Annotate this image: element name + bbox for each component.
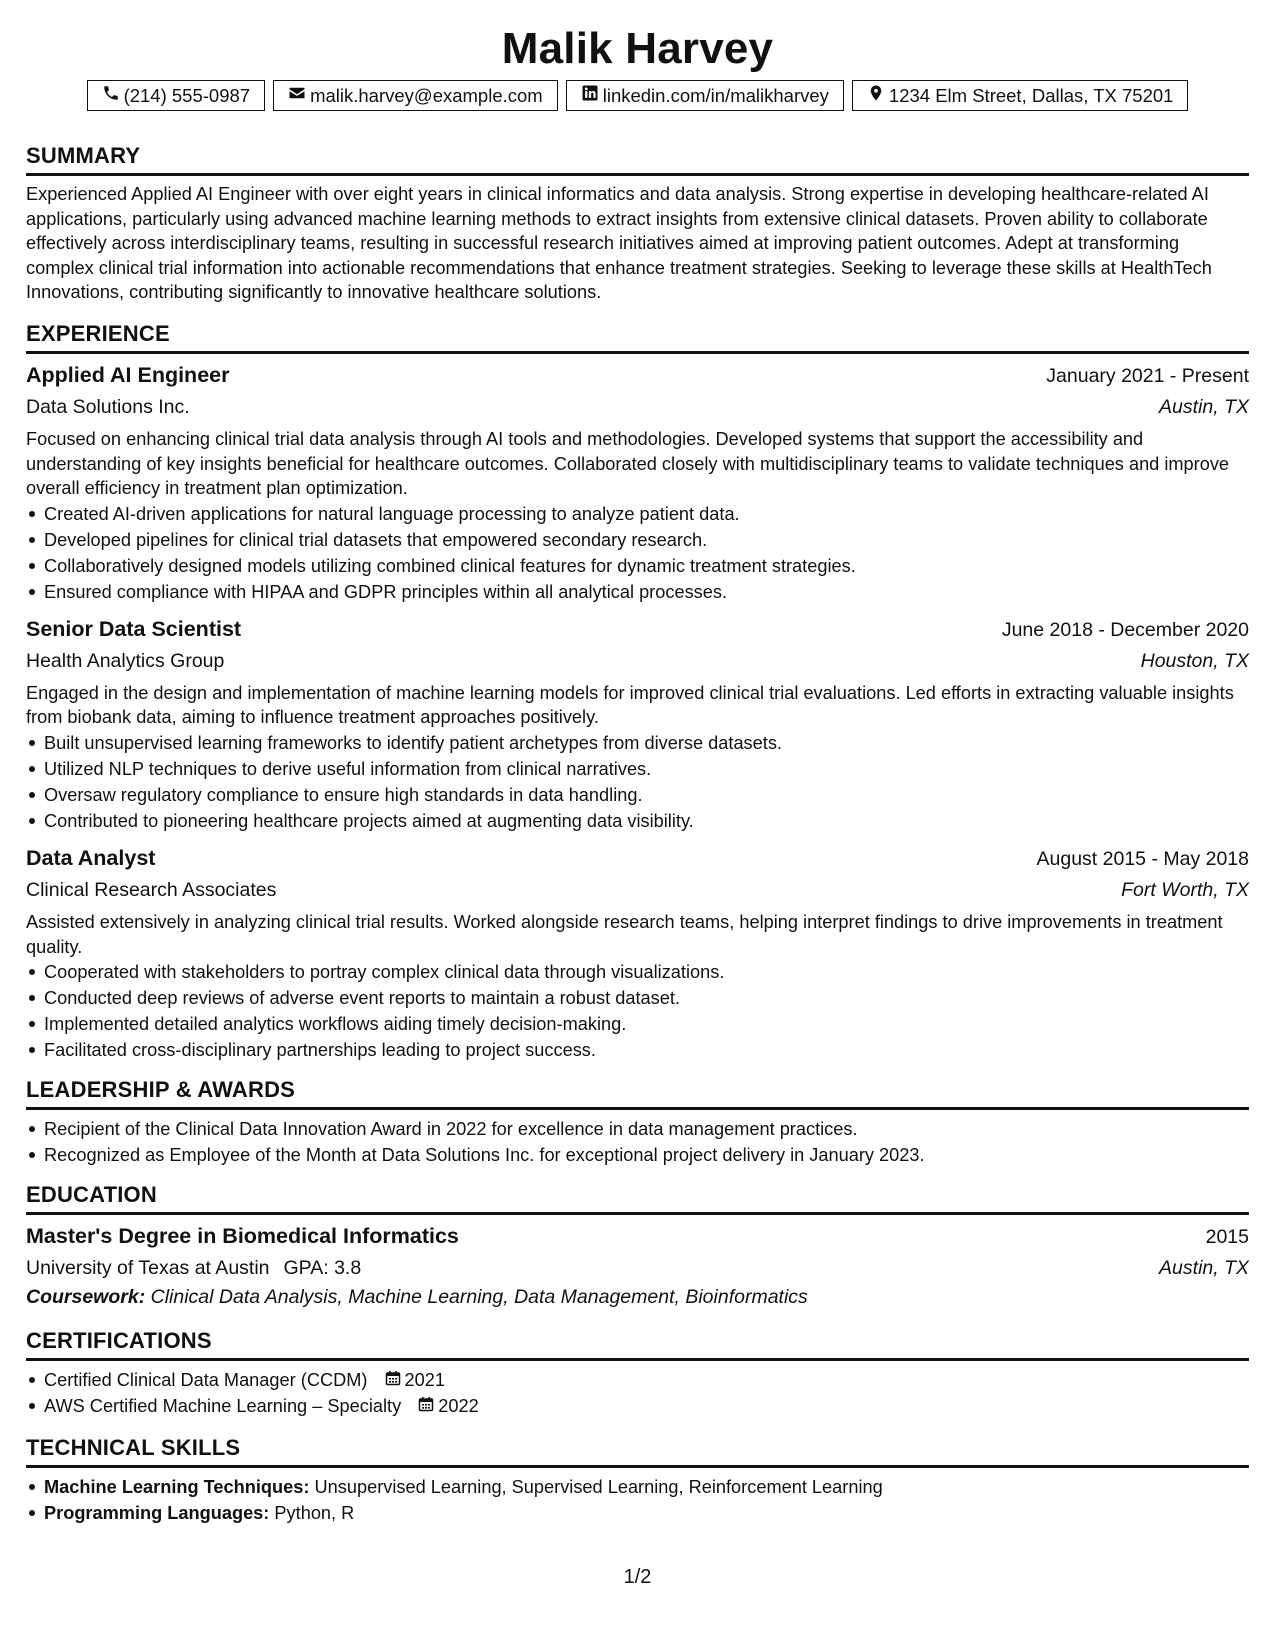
certifications-section	[26, 1326, 1249, 1419]
list-item: Implemented detailed analytics workflows aiding timely decision-making.	[26, 1011, 1249, 1037]
list-item: Ensured compliance with HIPAA and GDPR principles within all analytical processes.	[26, 579, 1249, 605]
skill-value: Unsupervised Learning, Supervised Learning, Reinforcement Learning	[314, 1477, 883, 1498]
job-location: Fort Worth, TX	[1121, 878, 1249, 901]
phone-text: (214) 555-0987	[123, 85, 251, 106]
skill-value: Python, R	[274, 1503, 355, 1524]
list-item	[26, 1474, 1249, 1500]
list-item: Utilized NLP techniques to derive useful information from clinical narratives.	[26, 756, 1249, 782]
contact-phone[interactable]	[87, 80, 266, 111]
certification-date	[385, 1367, 445, 1393]
certification-date	[418, 1393, 478, 1419]
section-title: EXPERIENCE	[26, 319, 1249, 354]
job-entry	[26, 614, 1249, 834]
summary-section	[26, 141, 1249, 305]
list-item: Cooperated with stakeholders to portray complex clinical data through visualizations.	[26, 959, 1249, 985]
degree-year: 2015	[1205, 1226, 1249, 1249]
summary-text: Experienced Applied AI Engineer with over eight years in clinical informatics and data analysis. Strong expertise in developing healthcare-related AI applications, particularly using advanced machine learning methods to extract insights from extensive clinical datasets. Proven ability to collaborate effectively across interdisciplinary teams, resulting in successful research initiatives aimed at improving patient outcomes. Adept at transforming complex clinical trial information into actionable recommendations that enhance treatment strategies. Seeking to leverage these skills at HealthTech Innovations, contributing significantly to innovative healthcare solutions.	[26, 184, 1212, 303]
section-title: TECHNICAL SKILLS	[26, 1433, 1249, 1468]
list-item: Conducted deep reviews of adverse event reports to maintain a robust dataset.	[26, 985, 1249, 1011]
school-location: Austin, TX	[1159, 1257, 1249, 1280]
job-dates: January 2021 - Present	[1046, 364, 1249, 387]
coursework-list: Clinical Data Analysis, Machine Learning, Data Management, Bioinformatics	[150, 1286, 808, 1309]
list-item: Created AI-driven applications for natural language processing to analyze patient data.	[26, 501, 1249, 527]
list-item: Contributed to pioneering healthcare projects aimed at augmenting data visibility.	[26, 808, 1249, 834]
list-item	[26, 1367, 1249, 1393]
list-item: Facilitated cross-disciplinary partnerships leading to project success.	[26, 1037, 1249, 1063]
job-location: Austin, TX	[1159, 395, 1249, 418]
phone-icon	[102, 81, 120, 110]
email-text: malik.harvey@example.com	[310, 85, 543, 106]
job-title: Data Analyst	[26, 845, 156, 870]
contact-bar	[26, 80, 1249, 111]
skill-label: Machine Learning Techniques:	[44, 1477, 310, 1498]
job-location: Houston, TX	[1140, 649, 1249, 672]
list-item: Oversaw regulatory compliance to ensure high standards in data handling.	[26, 782, 1249, 808]
degree-title: Master's Degree in Biomedical Informatics	[26, 1224, 459, 1249]
section-title: CERTIFICATIONS	[26, 1326, 1249, 1361]
list-item: Collaboratively designed models utilizing combined clinical features for dynamic treatment strategies.	[26, 553, 1249, 579]
job-title: Applied AI Engineer	[26, 362, 230, 387]
list-item	[26, 1393, 1249, 1419]
candidate-name: Malik Harvey	[501, 24, 774, 73]
linkedin-icon	[581, 81, 599, 110]
job-company: Health Analytics Group	[26, 649, 225, 672]
job-title: Senior Data Scientist	[26, 616, 242, 641]
contact-linkedin[interactable]	[566, 80, 844, 111]
job-description: Engaged in the design and implementation of machine learning models for improved clinical trial evaluations. Led efforts in extracting valuable insights from biobank data, aiming to influence treatment approaches positively.	[26, 682, 1234, 728]
coursework-label: Coursework:	[26, 1286, 146, 1309]
map-pin-icon	[867, 81, 885, 110]
calendar-icon	[418, 1393, 434, 1419]
certification-year: 2022	[438, 1396, 479, 1417]
coursework	[26, 1283, 1249, 1312]
skills-list	[26, 1474, 1249, 1526]
certification-name: AWS Certified Machine Learning – Specialty	[44, 1396, 402, 1417]
skill-label: Programming Languages:	[44, 1503, 270, 1524]
section-title: LEADERSHIP & AWARDS	[26, 1075, 1249, 1110]
certifications-list	[26, 1367, 1249, 1419]
skills-section	[26, 1433, 1249, 1526]
experience-section	[26, 319, 1249, 1063]
list-item: Developed pipelines for clinical trial datasets that empowered secondary research.	[26, 527, 1249, 553]
job-dates: August 2015 - May 2018	[1036, 847, 1249, 870]
certification-year: 2021	[404, 1370, 445, 1391]
job-entry	[26, 360, 1249, 605]
calendar-icon	[385, 1367, 401, 1393]
list-item	[26, 1500, 1249, 1526]
leadership-section	[26, 1075, 1249, 1168]
list-item: Recipient of the Clinical Data Innovation Award in 2022 for excellence in data management practices.	[26, 1116, 1249, 1142]
awards-list	[26, 1116, 1249, 1168]
job-bullets	[26, 501, 1249, 605]
job-company: Clinical Research Associates	[26, 878, 277, 901]
linkedin-text: linkedin.com/in/malikharvey	[602, 85, 829, 106]
job-description: Focused on enhancing clinical trial data analysis through AI tools and methodologies. Developed systems that support the accessibility and understanding of key insights beneficial for healthcare outcomes. Collaborated closely with multidisciplinary teams to validate techniques and improve overall efficiency in treatment plan optimization.	[26, 428, 1230, 499]
section-title: SUMMARY	[26, 141, 1249, 176]
certification-name: Certified Clinical Data Manager (CCDM)	[44, 1370, 368, 1391]
contact-address[interactable]	[852, 80, 1189, 111]
list-item: Recognized as Employee of the Month at Data Solutions Inc. for exceptional project delivery in January 2023.	[26, 1142, 1249, 1168]
gpa: GPA: 3.8	[283, 1257, 362, 1280]
address-text: 1234 Elm Street, Dallas, TX 75201	[888, 85, 1174, 106]
section-title: EDUCATION	[26, 1180, 1249, 1215]
resume-page	[26, 18, 1249, 1526]
page-number: 1/2	[623, 1566, 652, 1588]
job-bullets	[26, 959, 1249, 1063]
job-description: Assisted extensively in analyzing clinical trial results. Worked alongside research teams, helping interpret findings to drive improvements in treatment quality.	[26, 911, 1223, 957]
school-name: University of Texas at Austin	[26, 1257, 270, 1280]
contact-email[interactable]	[273, 80, 558, 111]
job-dates: June 2018 - December 2020	[1001, 618, 1249, 641]
education-section	[26, 1180, 1249, 1312]
job-entry	[26, 843, 1249, 1063]
job-company: Data Solutions Inc.	[26, 395, 190, 418]
envelope-icon	[288, 81, 306, 110]
job-bullets	[26, 730, 1249, 834]
list-item: Built unsupervised learning frameworks to identify patient archetypes from diverse datasets.	[26, 730, 1249, 756]
